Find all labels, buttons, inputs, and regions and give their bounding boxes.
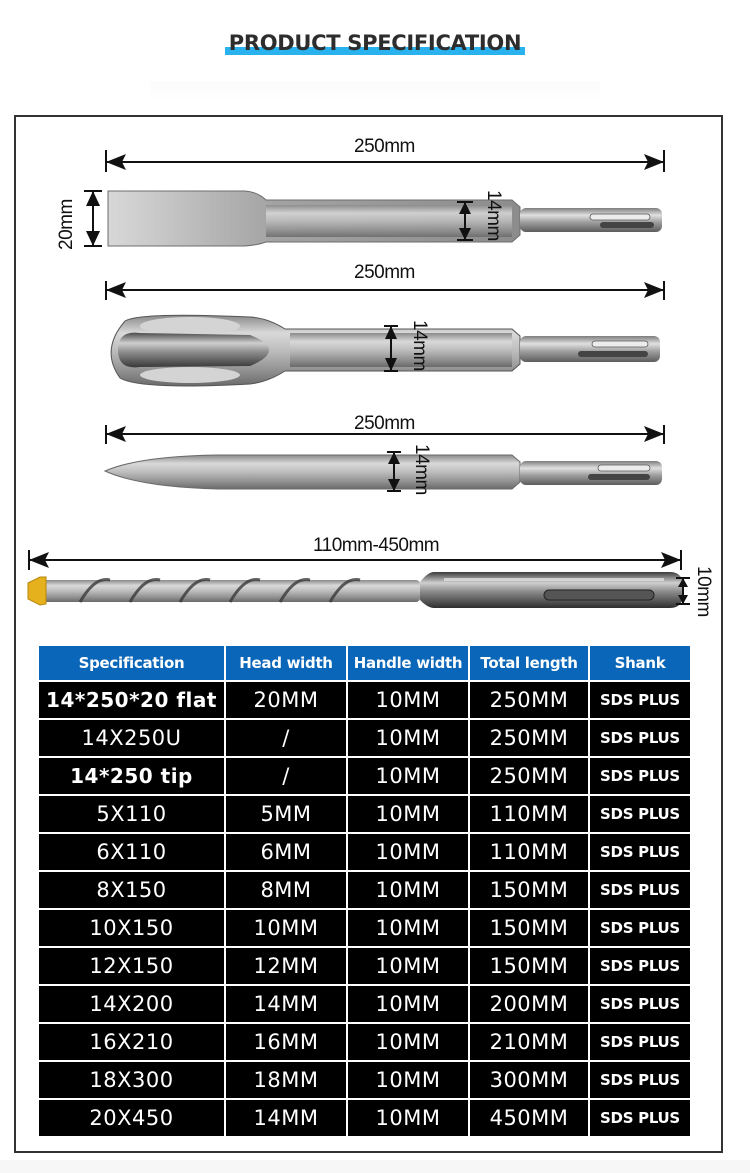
cell-handle-width: 10MM <box>348 758 468 794</box>
cell-handle-width: 10MM <box>348 948 468 984</box>
table-row <box>39 1024 690 1060</box>
header-shank: Shank <box>590 646 690 680</box>
cell-specification: 6X110 <box>39 834 224 870</box>
cell-total-length: 250MM <box>470 720 588 756</box>
cell-specification: 14*250 tip <box>39 758 224 794</box>
cell-shank: SDS PLUS <box>590 682 690 718</box>
cell-shank: SDS PLUS <box>590 910 690 946</box>
cell-handle-width: 10MM <box>348 872 468 908</box>
cell-handle-width: 10MM <box>348 1024 468 1060</box>
point-chisel-length-label: 250mm <box>354 413 415 434</box>
cell-head-width: 8MM <box>226 872 346 908</box>
cell-total-length: 110MM <box>470 834 588 870</box>
table-row <box>39 834 690 870</box>
cell-head-width: 6MM <box>226 834 346 870</box>
flat-chisel-head-label: 20mm <box>56 199 77 250</box>
table-row <box>39 948 690 984</box>
cell-total-length: 150MM <box>470 948 588 984</box>
cell-total-length: 300MM <box>470 1062 588 1098</box>
table-row <box>39 796 690 832</box>
cell-head-width: 14MM <box>226 986 346 1022</box>
table-header-row <box>39 646 690 680</box>
table-row <box>39 986 690 1022</box>
cell-head-width: 14MM <box>226 1100 346 1136</box>
point-chisel-shaft-label: 14mm <box>411 444 432 495</box>
cell-handle-width: 10MM <box>348 1100 468 1136</box>
table-row <box>39 910 690 946</box>
cell-specification: 20X450 <box>39 1100 224 1136</box>
cell-shank: SDS PLUS <box>590 872 690 908</box>
cell-specification: 5X110 <box>39 796 224 832</box>
drill-bit-length-label: 110mm-450mm <box>313 535 440 556</box>
cell-specification: 18X300 <box>39 1062 224 1098</box>
cell-shank: SDS PLUS <box>590 834 690 870</box>
u-gouge-diagram <box>106 281 664 386</box>
flat-chisel-diagram <box>84 150 664 246</box>
cell-handle-width: 10MM <box>348 910 468 946</box>
cell-specification: 16X210 <box>39 1024 224 1060</box>
cell-total-length: 110MM <box>470 796 588 832</box>
table-row <box>39 758 690 794</box>
cell-handle-width: 10MM <box>348 682 468 718</box>
cell-head-width: 5MM <box>226 796 346 832</box>
cell-head-width: 16MM <box>226 1024 346 1060</box>
header-handle-width: Handle width <box>348 646 468 680</box>
header-specification: Specification <box>39 646 224 680</box>
page-title: PRODUCT SPECIFICATION <box>225 28 526 58</box>
cell-shank: SDS PLUS <box>590 1062 690 1098</box>
bottom-band <box>0 1160 750 1173</box>
cell-shank: SDS PLUS <box>590 948 690 984</box>
cell-shank: SDS PLUS <box>590 758 690 794</box>
cell-shank: SDS PLUS <box>590 986 690 1022</box>
cell-head-width: 10MM <box>226 910 346 946</box>
cell-handle-width: 10MM <box>348 720 468 756</box>
table-row <box>39 872 690 908</box>
header-head-width: Head width <box>226 646 346 680</box>
cell-head-width: 18MM <box>226 1062 346 1098</box>
cell-total-length: 150MM <box>470 872 588 908</box>
cell-shank: SDS PLUS <box>590 1100 690 1136</box>
cell-specification: 8X150 <box>39 872 224 908</box>
cell-handle-width: 10MM <box>348 986 468 1022</box>
cell-head-width: 12MM <box>226 948 346 984</box>
cell-total-length: 150MM <box>470 910 588 946</box>
cell-total-length: 450MM <box>470 1100 588 1136</box>
cell-specification: 12X150 <box>39 948 224 984</box>
flat-chisel-shaft-label: 14mm <box>483 190 504 241</box>
table-row <box>39 1100 690 1136</box>
spec-table <box>37 644 692 1138</box>
u-gouge-shaft-label: 14mm <box>409 320 430 371</box>
cell-head-width: / <box>226 758 346 794</box>
drill-bit-diagram <box>28 550 690 608</box>
cell-handle-width: 10MM <box>348 1062 468 1098</box>
u-gouge-length-label: 250mm <box>354 262 415 283</box>
cell-total-length: 200MM <box>470 986 588 1022</box>
flat-chisel-length-label: 250mm <box>354 136 415 157</box>
cell-shank: SDS PLUS <box>590 796 690 832</box>
cell-head-width: / <box>226 720 346 756</box>
cell-total-length: 250MM <box>470 682 588 718</box>
cell-total-length: 210MM <box>470 1024 588 1060</box>
cell-specification: 14*250*20 flat <box>39 682 224 718</box>
cell-shank: SDS PLUS <box>590 720 690 756</box>
cell-total-length: 250MM <box>470 758 588 794</box>
cell-specification: 14X200 <box>39 986 224 1022</box>
header-total-length: Total length <box>470 646 588 680</box>
drill-bit-shank-label: 10mm <box>693 566 714 617</box>
table-row <box>39 720 690 756</box>
cell-head-width: 20MM <box>226 682 346 718</box>
table-row <box>39 1062 690 1098</box>
cell-specification: 14X250U <box>39 720 224 756</box>
cell-handle-width: 10MM <box>348 834 468 870</box>
table-row <box>39 682 690 718</box>
cell-specification: 10X150 <box>39 910 224 946</box>
cell-handle-width: 10MM <box>348 796 468 832</box>
cell-shank: SDS PLUS <box>590 1024 690 1060</box>
